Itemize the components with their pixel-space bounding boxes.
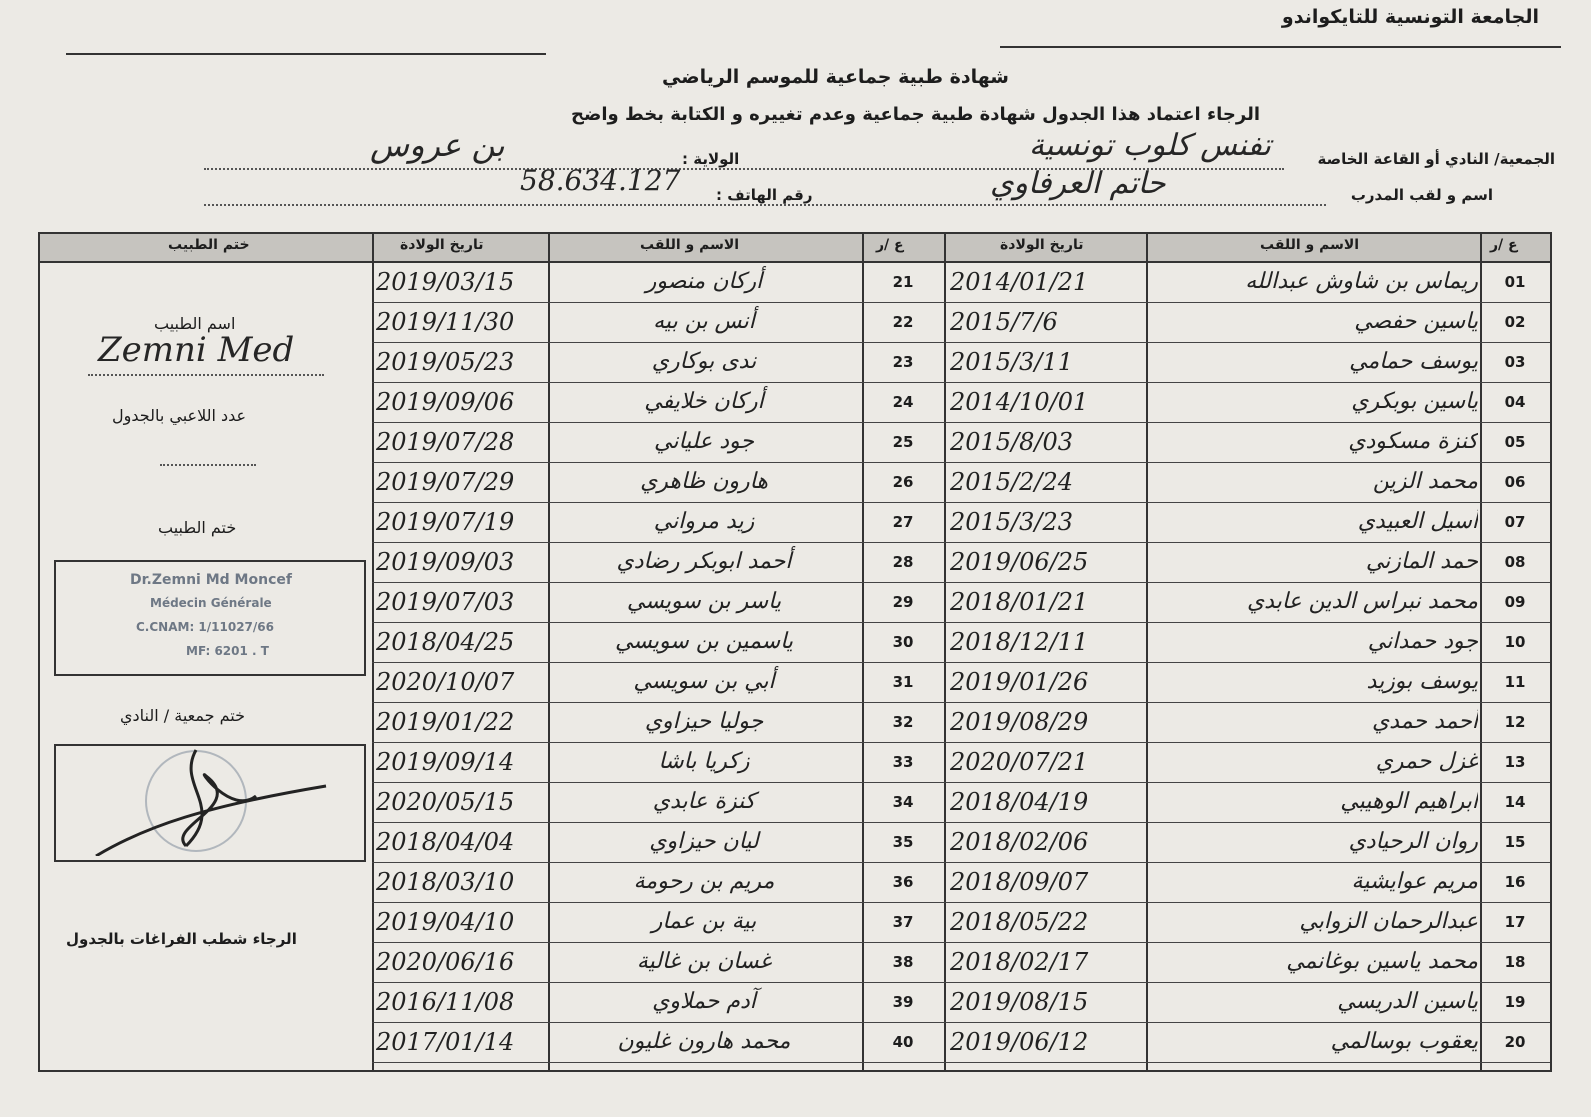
player-birth-date: 2015/8/03 <box>950 428 1074 456</box>
row-number: 07 <box>1504 513 1526 531</box>
row-number: 13 <box>1504 753 1526 771</box>
player-birth-date: 2018/02/06 <box>950 828 1089 856</box>
table-row <box>944 742 1550 783</box>
coach-dotted-line <box>204 204 1326 206</box>
doctor-name-dots <box>88 374 324 376</box>
player-name: جوليا حيزاوي <box>644 709 764 734</box>
table-row <box>944 542 1550 583</box>
row-number: 38 <box>892 953 914 971</box>
table-row <box>372 782 944 823</box>
table-row <box>944 662 1550 703</box>
player-name: محمد هارون غليون <box>617 1029 791 1054</box>
doctor-name-label: اسم الطبيب <box>154 314 236 333</box>
row-number: 40 <box>892 1033 914 1051</box>
federation-name: الجامعة التونسية للتايكواندو <box>1281 6 1539 28</box>
player-birth-date: 2019/08/15 <box>950 988 1089 1016</box>
player-name: أحمد ابوبكر رضادي <box>616 549 792 574</box>
row-number: 33 <box>892 753 914 771</box>
player-name: غزل حمري <box>1375 749 1478 774</box>
player-birth-date: 2015/3/23 <box>950 508 1074 536</box>
player-birth-date: 2018/12/11 <box>950 628 1089 656</box>
player-name: محمد نبراس الدين عابدي <box>1246 589 1478 614</box>
player-birth-date: 2015/2/24 <box>950 468 1074 496</box>
player-name: يوسف بوزيد <box>1366 669 1478 694</box>
table-row <box>372 942 944 983</box>
row-number: 01 <box>1504 273 1526 291</box>
player-name: جود علياني <box>654 429 754 454</box>
doctor-name-value: Zemni Med <box>98 330 295 370</box>
player-name: زكريا باشا <box>658 749 750 774</box>
row-number: 32 <box>892 713 914 731</box>
table-row <box>372 902 944 943</box>
player-name: غسان بن غالية <box>636 949 772 974</box>
doctor-stamp-box <box>54 560 366 676</box>
player-birth-date: 2015/3/11 <box>950 348 1074 376</box>
table-row <box>372 302 944 343</box>
table-row <box>372 502 944 543</box>
player-name: يعقوب بوسالمي <box>1330 1029 1478 1054</box>
row-number: 28 <box>892 553 914 571</box>
player-name: زيد مرواني <box>653 509 755 534</box>
row-number: 19 <box>1504 993 1526 1011</box>
player-birth-date: 2019/01/26 <box>950 668 1089 696</box>
player-birth-date: 2019/08/29 <box>950 708 1089 736</box>
player-birth-date: 2019/07/03 <box>376 588 515 616</box>
table-row <box>372 622 944 663</box>
player-name: ياسين بوبكري <box>1351 389 1478 414</box>
table-row <box>944 942 1550 983</box>
player-birth-date: 2019/03/15 <box>376 268 515 296</box>
player-birth-date: 2018/04/04 <box>376 828 515 856</box>
table-row <box>372 702 944 743</box>
player-birth-date: 2020/05/15 <box>376 788 515 816</box>
row-number: 17 <box>1504 913 1526 931</box>
stamp-line: Médecin Générale <box>150 596 272 610</box>
player-name: ابراهيم الوهيبي <box>1340 789 1478 814</box>
row-number: 09 <box>1504 593 1526 611</box>
player-birth-date: 2019/04/10 <box>376 908 515 936</box>
player-name: أركان منصور <box>645 269 763 294</box>
table-row <box>944 622 1550 663</box>
player-birth-date: 2020/07/21 <box>950 748 1089 776</box>
club-stamp-label: ختم جمعية / النادي <box>120 706 245 725</box>
player-name: أركان خلايفي <box>644 389 764 414</box>
row-number: 23 <box>892 353 914 371</box>
player-birth-date: 2019/06/12 <box>950 1028 1089 1056</box>
player-birth-date: 2020/10/07 <box>376 668 515 696</box>
row-number: 24 <box>892 393 914 411</box>
player-name: ريماس بن شاوش عبدالله <box>1245 269 1478 294</box>
certificate-title: شهادة طبية جماعية للموسم الرياضي <box>662 66 1009 88</box>
player-birth-date: 2014/01/21 <box>950 268 1089 296</box>
bottom-instruction: الرجاء شطب الفراغات بالجدول <box>66 930 297 948</box>
coach-label: اسم و لقب المدرب <box>1350 186 1493 204</box>
club-label: الجمعية/ النادي أو القاعة الخاصة <box>1317 150 1555 168</box>
player-name: أسيل العبيدي <box>1357 509 1478 534</box>
club-stamp-box <box>54 744 366 862</box>
player-name: ليان حيزاوي <box>649 829 759 854</box>
stamp-line: C.CNAM: 1/11027/66 <box>136 620 274 634</box>
table-row <box>944 302 1550 343</box>
table-row <box>944 822 1550 863</box>
row-number: 27 <box>892 513 914 531</box>
club-value: تفنس كلوب تونسية <box>1029 128 1271 163</box>
row-number: 08 <box>1504 553 1526 571</box>
certificate-instruction: الرجاء اعتماد هذا الجدول شهادة طبية جماعية وعدم تغييره و الكتابة بخط واضح <box>570 104 1261 125</box>
player-name: آدم حملاوي <box>652 989 756 1014</box>
player-birth-date: 2018/09/07 <box>950 868 1089 896</box>
player-birth-date: 2019/01/22 <box>376 708 515 736</box>
player-birth-date: 2017/01/14 <box>376 1028 515 1056</box>
player-birth-date: 2019/09/14 <box>376 748 515 776</box>
header-name-left: الاسم و اللقب <box>640 237 740 253</box>
table-row <box>372 382 944 423</box>
table-row <box>944 382 1550 423</box>
table-row <box>944 502 1550 543</box>
coach-value: حاتم العرفاوي <box>990 166 1166 201</box>
row-number: 26 <box>892 473 914 491</box>
row-number: 04 <box>1504 393 1526 411</box>
row-number: 20 <box>1504 1033 1526 1051</box>
player-birth-date: 2019/09/06 <box>376 388 515 416</box>
state-value: بن عروس <box>370 126 505 164</box>
player-name: هارون ظاهري <box>640 469 768 494</box>
player-name: ندى بوكاري <box>651 349 757 374</box>
table-row <box>944 702 1550 743</box>
player-birth-date: 2019/07/19 <box>376 508 515 536</box>
player-name: ياسين الدريسي <box>1337 989 1478 1014</box>
player-name: محمد الزين <box>1372 469 1478 494</box>
player-birth-date: 2018/04/19 <box>950 788 1089 816</box>
row-number: 06 <box>1504 473 1526 491</box>
players-count-dots <box>160 464 256 466</box>
player-name: محمد ياسين بوغانمي <box>1286 949 1478 974</box>
table-row <box>372 342 944 383</box>
players-count-label: عدد اللاعبي بالجدول <box>112 406 247 425</box>
header-dob-left: تاريخ الولادة <box>400 237 484 253</box>
header-doctor-stamp: ختم الطبيب <box>168 237 250 253</box>
player-name: يوسف حمامي <box>1349 349 1478 374</box>
player-birth-date: 2018/02/17 <box>950 948 1089 976</box>
header-name-right: الاسم و اللقب <box>1260 237 1360 253</box>
player-birth-date: 2019/07/29 <box>376 468 515 496</box>
player-birth-date: 2018/04/25 <box>376 628 515 656</box>
table-row <box>372 262 944 303</box>
player-birth-date: 2020/06/16 <box>376 948 515 976</box>
table-row <box>944 462 1550 503</box>
player-name: ياسر بن سويسي <box>626 589 782 614</box>
player-name: جود حمداني <box>1367 629 1478 654</box>
player-birth-date: 2019/06/25 <box>950 548 1089 576</box>
player-birth-date: 2018/01/21 <box>950 588 1089 616</box>
table-row <box>944 422 1550 463</box>
header-num-right: ع /ر <box>1490 237 1518 253</box>
player-name: أنس بن بيه <box>653 309 755 334</box>
club-signature-icon <box>56 746 356 856</box>
table-row <box>944 342 1550 383</box>
player-name: حمد المازني <box>1365 549 1478 574</box>
row-number: 10 <box>1504 633 1526 651</box>
player-birth-date: 2014/10/01 <box>950 388 1089 416</box>
player-name: مريم عوايشية <box>1351 869 1478 894</box>
header-num-left: ع /ر <box>876 237 904 253</box>
player-birth-date: 2019/09/03 <box>376 548 515 576</box>
player-name: بية بن عمار <box>651 909 757 934</box>
stamp-line: Dr.Zemni Md Moncef <box>130 572 292 588</box>
table-row <box>372 822 944 863</box>
table-row <box>944 902 1550 943</box>
player-name: كنزة عابدي <box>652 789 756 814</box>
row-number: 15 <box>1504 833 1526 851</box>
table-row <box>372 582 944 623</box>
row-number: 35 <box>892 833 914 851</box>
phone-value: 58.634.127 <box>520 164 681 197</box>
player-name: مريم بن رحومة <box>633 869 775 894</box>
table-row <box>944 262 1550 303</box>
table-row <box>372 742 944 783</box>
player-name: أبي بن سويسي <box>633 669 775 694</box>
row-number: 39 <box>892 993 914 1011</box>
table-row <box>944 982 1550 1023</box>
doctor-stamp-label: ختم الطبيب <box>158 518 237 537</box>
top-rule <box>1000 46 1561 48</box>
row-number: 03 <box>1504 353 1526 371</box>
table-row <box>944 862 1550 903</box>
state-label: الولاية : <box>682 150 740 168</box>
row-number: 29 <box>892 593 914 611</box>
row-number: 30 <box>892 633 914 651</box>
table-row <box>372 982 944 1023</box>
player-birth-date: 2019/07/28 <box>376 428 515 456</box>
table-row <box>944 582 1550 623</box>
phone-label: رقم الهاتف : <box>716 186 813 204</box>
row-number: 02 <box>1504 313 1526 331</box>
player-name: أحمد حمدي <box>1371 709 1478 734</box>
row-number: 34 <box>892 793 914 811</box>
stamp-line: MF: 6201 . T <box>186 644 269 658</box>
top-left-rule <box>66 53 546 55</box>
player-birth-date: 2018/05/22 <box>950 908 1089 936</box>
table-header <box>40 234 1550 263</box>
row-number: 11 <box>1504 673 1526 691</box>
player-name: روان الرحيادي <box>1348 829 1478 854</box>
row-number: 12 <box>1504 713 1526 731</box>
table-row <box>372 462 944 503</box>
row-number: 14 <box>1504 793 1526 811</box>
row-number: 22 <box>892 313 914 331</box>
row-number: 16 <box>1504 873 1526 891</box>
player-birth-date: 2018/03/10 <box>376 868 515 896</box>
table-row <box>372 1022 944 1063</box>
row-number: 36 <box>892 873 914 891</box>
row-number: 31 <box>892 673 914 691</box>
player-name: ياسمين بن سويسي <box>614 629 794 654</box>
table-row <box>372 662 944 703</box>
players-table <box>38 232 1552 1072</box>
player-birth-date: 2015/7/6 <box>950 308 1058 336</box>
header-dob-right: تاريخ الولادة <box>1000 237 1084 253</box>
player-birth-date: 2016/11/08 <box>376 988 515 1016</box>
table-row <box>944 782 1550 823</box>
player-birth-date: 2019/11/30 <box>376 308 515 336</box>
player-birth-date: 2019/05/23 <box>376 348 515 376</box>
row-number: 37 <box>892 913 914 931</box>
table-row <box>944 1022 1550 1063</box>
table-row <box>372 862 944 903</box>
player-name: كنزة مسكودي <box>1348 429 1478 454</box>
row-number: 21 <box>892 273 914 291</box>
player-name: ياسين حفصي <box>1354 309 1478 334</box>
player-name: عبدالرحمان الزوابي <box>1299 909 1478 934</box>
row-number: 25 <box>892 433 914 451</box>
table-row <box>372 422 944 463</box>
row-number: 18 <box>1504 953 1526 971</box>
row-number: 05 <box>1504 433 1526 451</box>
table-row <box>372 542 944 583</box>
